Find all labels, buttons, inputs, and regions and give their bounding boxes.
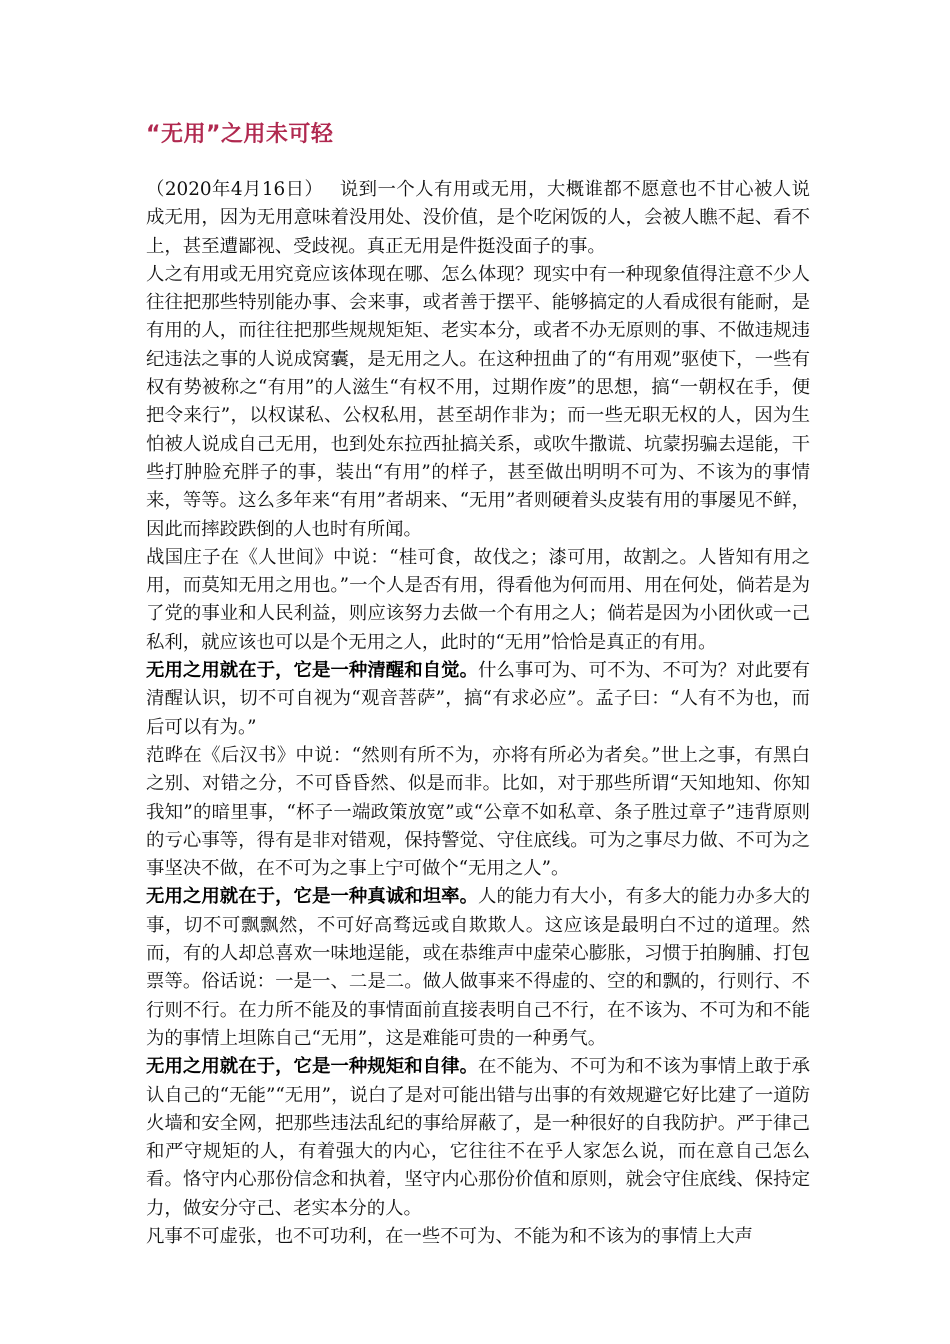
paragraph-text: 人之有用或无用究竟应该体现在哪、怎么体现？现实中有一种现象值得注意不少人往往把那些特别能办事、会来事，或者善于摆平、能够搞定的人看成很有能耐，是有用的人，而往往把那些规规矩矩、老实本分，或者不办无原则的事、不做违规违纪违法之事的人说成窝囊，是无用之人。在这种扭曲了的“有用观”驱使下，一些有权有势被称之“有用”的人滋生“有权不用，过期作废”的思想，搞“一朝权在手，便把令来行”，以权谋私、公权私用，甚至胡作非为；而一些无职无权的人，因为生怕被人说成自己无用，也到处东拉西扯搞关系，或吹牛撒谎、坑蒙拐骗去逞能，干些打肿脸充胖子的事，装出“有用”的样子，甚至做出明明不可为、不该为的事情来，等等。这么多年来“有用”者胡来、“无用”者则硬着头皮装有用的事屡见不鲜，因此而摔跤跌倒的人也时有所闻。 bbox=[146, 263, 810, 540]
paragraph-text: 什么事可为、可不为、不可为？对此要有清醒认识，切不可自视为“观音菩萨”，搞“有求必应”。孟子曰：“人有不为也，而后可以有为。” bbox=[146, 660, 810, 738]
paragraph-lead: 无用之用就在于，它是一种真诚和坦率。 bbox=[146, 886, 479, 908]
paragraph-lead: 无用之用就在于，它是一种清醒和自觉。 bbox=[146, 660, 479, 682]
paragraph-5 bbox=[146, 742, 810, 883]
paragraph-text: 战国庄子在《人世间》中说：“桂可食，故伐之；漆可用，故割之。人皆知有用之用，而莫知无用之用也。”一个人是否有用，得看他为何而用、用在何处，倘若是为了党的事业和人民利益，则应该努力去做一个有用之人；倘若是因为小团伙或一己私利，就应该也可以是个无用之人，此时的“无用”恰恰是真正的有用。 bbox=[146, 546, 810, 653]
paragraph-3 bbox=[146, 544, 810, 657]
paragraph-text: 说到一个人有用或无用，大概谁都不愿意也不甘心被人说成无用，因为无用意味着没用处、没价值，是个吃闲饭的人，会被人瞧不起、看不上，甚至遭鄙视、受歧视。真正无用是件挺没面子的事。 bbox=[146, 179, 810, 257]
paragraph-8 bbox=[146, 1223, 810, 1251]
paragraph-6 bbox=[146, 883, 810, 1053]
article-title: “无用”之用未可轻 bbox=[146, 122, 334, 147]
paragraph-text: 人的能力有大小，有多大的能力办多大的事，切不可飘飘然，不可好高骛远或自欺欺人。这应该是最明白不过的道理。然而，有的人却总喜欢一味地逞能，或在恭维声中虚荣心膨胀，习惯于拍胸脯、打包票等。俗话说：一是一、二是二。做人做事来不得虚的、空的和飘的，行则行、不行则不行。在力所不能及的事情面前直接表明自己不行，在不该为、不可为和不能为的事情上坦陈自己“无用”，这是难能可贵的一种勇气。 bbox=[146, 886, 810, 1049]
paragraph-text: 凡事不可虚张，也不可功利，在一些不可为、不能为和不该为的事情上大声 bbox=[146, 1225, 753, 1247]
article-date: （2020年4月16日） bbox=[146, 179, 324, 200]
paragraph-2 bbox=[146, 261, 810, 544]
paragraph-lead: 无用之用就在于，它是一种规矩和自律。 bbox=[146, 1056, 479, 1078]
paragraph-4 bbox=[146, 657, 810, 742]
paragraph-7 bbox=[146, 1053, 810, 1223]
article-body bbox=[146, 176, 810, 1251]
paragraph-1 bbox=[146, 176, 810, 261]
paragraph-text: 在不能为、不可为和不该为事情上敢于承认自己的“无能”“无用”，说白了是对可能出错与出事的有效规避它好比建了一道防火墙和安全网，把那些违法乱纪的事给屏蔽了，是一种很好的自我防护。严于律己和严守规矩的人，有着强大的内心，它往往不在乎人家怎么说，而在意自己怎么看。恪守内心那份信念和执着，坚守内心那份价值和原则，就会守住底线、保持定力，做安分守己、老实本分的人。 bbox=[146, 1056, 810, 1219]
paragraph-text: 范晔在《后汉书》中说：“然则有所不为，亦将有所必为者矣。”世上之事，有黑白之别、对错之分，不可昏昏然、似是而非。比如，对于那些所谓“天知地知、你知我知”的暗里事，“杯子一端政策放宽”或“公章不如私章、条子胜过章子”违背原则的亏心事等，得有是非对错观，保持警觉、守住底线。可为之事尽力做、不可为之事坚决不做，在不可为之事上宁可做个“无用之人”。 bbox=[146, 744, 810, 880]
